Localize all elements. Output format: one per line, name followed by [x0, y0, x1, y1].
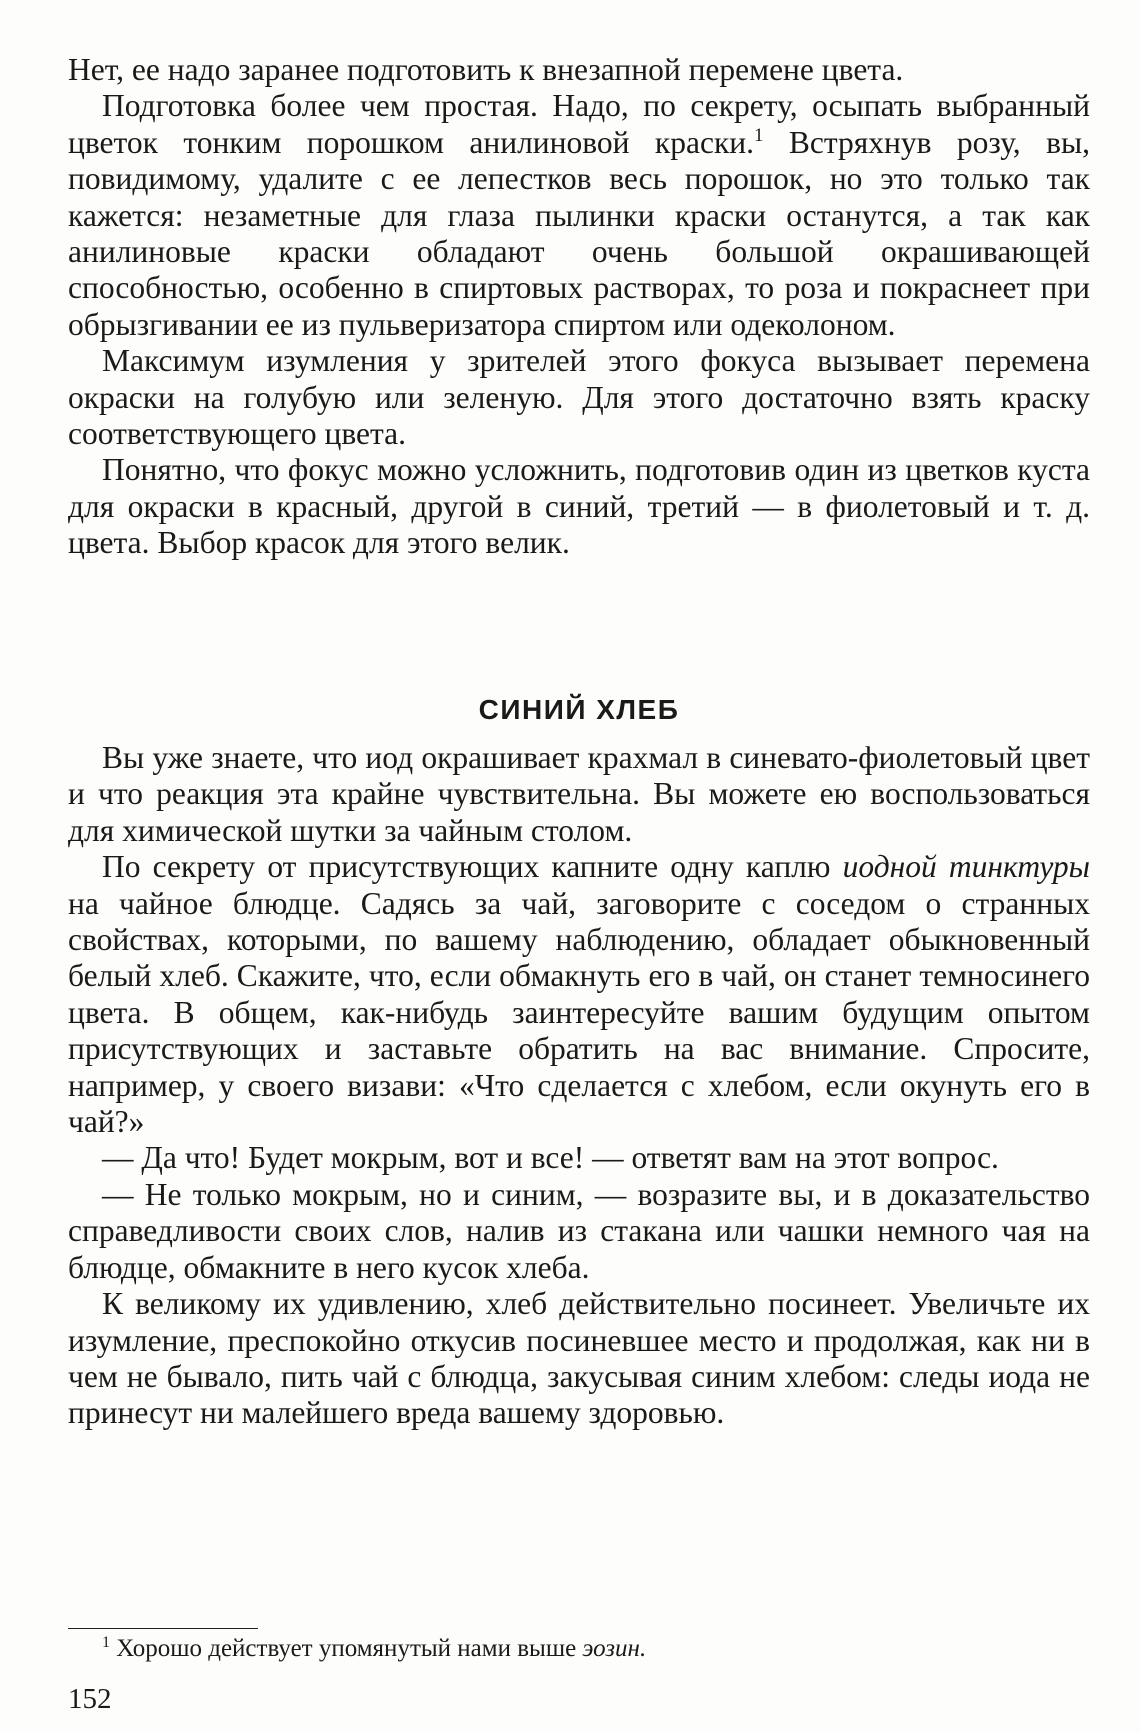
- section-heading-wrap: [68, 692, 1090, 728]
- footnote-text: Хорошо действует упомянутый нами выше: [116, 1635, 577, 1662]
- paragraph-text: Нет, ее надо заранее подготовить к внезапной перемене цвета.: [68, 52, 904, 87]
- footnote: [68, 1634, 1090, 1664]
- paragraph: [68, 52, 1090, 88]
- italic-term: иодной тинктуры: [842, 849, 1090, 885]
- page-number: 152: [68, 1683, 112, 1715]
- paragraph-text: на чайное блюдце. Садясь за чай, заговорите с соседом о странных свойствах, которыми, по вашему наблюдению, обладает обыкновенный белый хлеб. Скажите, что, если обмакнуть его в чай, он станет темносинего цвета. В общем, как-нибудь заинтересуйте вашим будущим опытом присутствующих и заставьте обратить на вас внимание. Спросите, например, у своего визави: «Что сделается с хлебом, если окунуть его в чай?»: [68, 885, 1090, 1140]
- footnote-block: [68, 1634, 1090, 1664]
- paragraph-text: Встряхнув розу, вы, повидимому, удалите с ее лепестков весь порошок, но это только так кажется: незаметные для глаза пылинки краски останутся, а так как анилиновые краски обладают очень большой окрашивающей способностью, особенно в спиртовых растворах, то роза и покраснеет при обрызгивании ее из пульверизатора спиртом или одеколоном.: [68, 124, 1091, 342]
- paragraph-text: — Не только мокрым, но и синим, — возразите вы, и в доказательство справедливости своих слов, налив из стакана или чашки немного чая на блюдце, обмакните в него кусок хлеба.: [68, 1176, 1090, 1285]
- text-block-bottom: [68, 740, 1090, 1432]
- paragraph-text: Вы уже знаете, что иод окрашивает крахмал в синевато-фиолетовый цвет и что реакция эта крайне чувствительна. Вы можете ею воспользоваться для химической шутки за чайным столом.: [68, 740, 1090, 848]
- paragraph-text: Подготовка более чем простая. Надо, по секрету, осыпать выбранный цветок тонким порошком анилиновой краски.: [68, 88, 1090, 160]
- paragraph-text: — Да что! Будет мокрым, вот и все! — ответят вам на этот вопрос.: [102, 1140, 999, 1176]
- paragraph-text: Максимум изумления у зрителей этого фокуса вызывает перемена окраски на голубую или зеленую. Для этого достаточно взять краску соответствующего цвета.: [68, 343, 1090, 452]
- footnote-italic: эозин.: [582, 1635, 647, 1662]
- footnote-mark: 1: [102, 1634, 110, 1651]
- footnote-ref: 1: [753, 124, 764, 146]
- paragraph: [68, 849, 1090, 1140]
- section-heading: СИНИЙ ХЛЕБ: [478, 694, 680, 725]
- paragraph-text: К великому их удивлению, хлеб действительно посинеет. Увеличьте их изумление, преспокойно откусив посиневшее место и продолжая, как ни в чем не бывало, пить чай с блюдца, закусывая синим хлебом: следы иода не принесут ни малейшего вреда вашему здоровью.: [68, 1286, 1090, 1431]
- paragraph: [68, 1286, 1090, 1432]
- paragraph: [68, 1177, 1090, 1286]
- paragraph: [68, 452, 1090, 561]
- paragraph: [68, 88, 1090, 343]
- paragraph: [68, 1140, 1090, 1176]
- paragraph-text: Понятно, что фокус можно усложнить, подготовив один из цветков куста для окраски в красный, другой в синий, третий — в фиолетовый и т. д. цвета. Выбор красок для этого велик.: [68, 452, 1090, 561]
- text-block-top: [68, 52, 1090, 562]
- paragraph: [68, 740, 1090, 849]
- paragraph-text: По секрету от присутствующих капните одну каплю: [102, 849, 831, 885]
- paragraph: [68, 343, 1090, 452]
- footnote-divider: [68, 1628, 258, 1629]
